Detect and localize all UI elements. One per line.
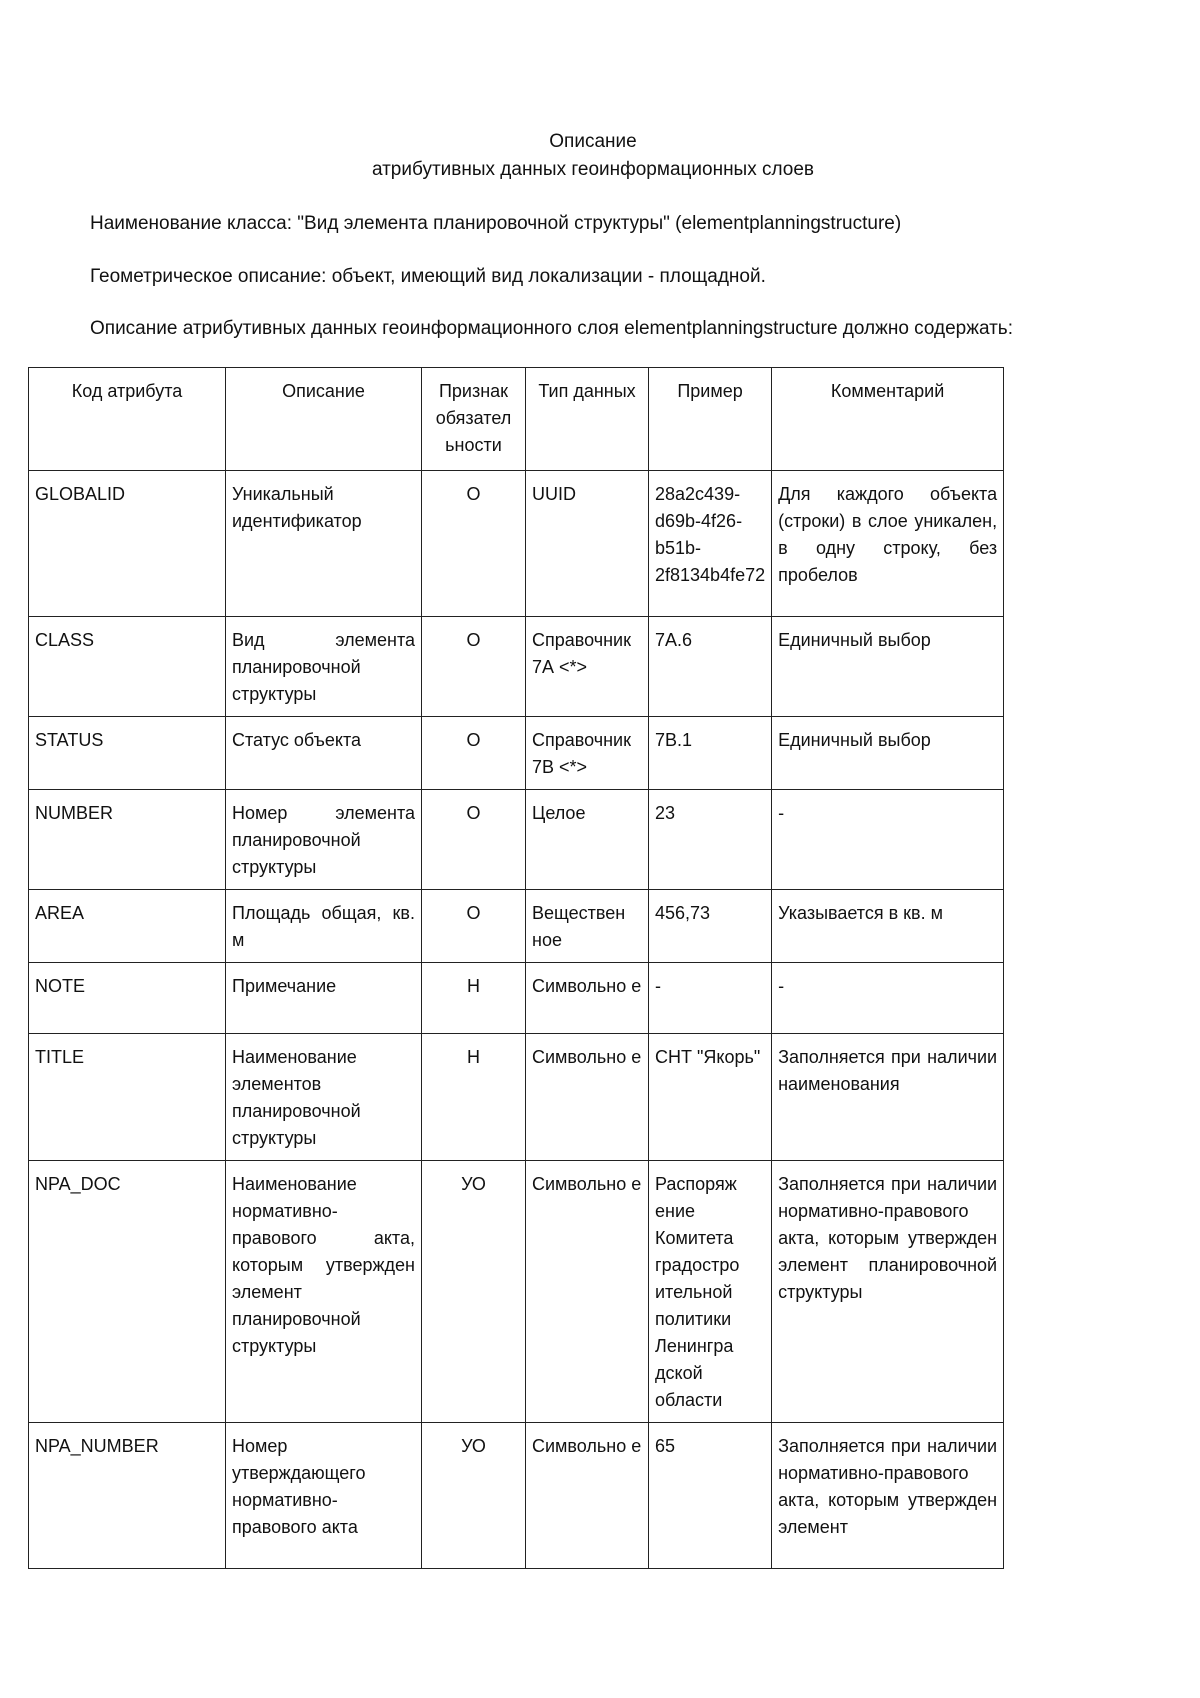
table-cell: Площадь общая, кв. м (226, 890, 422, 963)
table-row (29, 890, 1004, 963)
table-row (29, 471, 1004, 617)
table-cell: Символьно е (526, 1423, 649, 1569)
table-row (29, 1161, 1004, 1423)
table-cell: Статус объекта (226, 717, 422, 790)
table-row (29, 617, 1004, 717)
table-cell: NPA_DOC (29, 1161, 226, 1423)
table-cell: Веществен ное (526, 890, 649, 963)
table-cell: Заполняется при наличии нормативно-правового акта, которым утвержден элемент планировочной структуры (772, 1161, 1004, 1423)
table-cell: - (772, 963, 1004, 1034)
table-cell: Наименование нормативно-правового акта, которым утвержден элемент планировочной структуры (226, 1161, 422, 1423)
table-cell: Заполняется при наличии наименования (772, 1034, 1004, 1161)
table-cell: CLASS (29, 617, 226, 717)
geometry-paragraph: Геометрическое описание: объект, имеющий вид локализации - площадной. (90, 266, 766, 287)
table-row (29, 1423, 1004, 1569)
table-cell: Заполняется при наличии нормативно-правового акта, которым утвержден элемент (772, 1423, 1004, 1569)
table-cell: 23 (649, 790, 772, 890)
doc-subtitle: атрибутивных данных геоинформационных слоев (371, 159, 815, 180)
table-cell: Наименование элементов планировочной структуры (226, 1034, 422, 1161)
table-cell: Справочник 7В <*> (526, 717, 649, 790)
table-cell: UUID (526, 471, 649, 617)
table-cell: 28a2c439-d69b-4f26-b51b-2f8134b4fe72 (649, 471, 772, 617)
table-cell: УО (422, 1161, 526, 1423)
table-cell: Н (422, 1034, 526, 1161)
table-cell: Примечание (226, 963, 422, 1034)
table-cell: О (422, 890, 526, 963)
table-cell: Символьно е (526, 1034, 649, 1161)
column-header: Тип данных (526, 368, 649, 471)
table-cell: О (422, 717, 526, 790)
column-header: Комментарий (772, 368, 1004, 471)
table-cell: СНТ "Якорь" (649, 1034, 772, 1161)
table-cell: Распоряж ение Комитета градостро ительной политики Ленингра дской области (649, 1161, 772, 1423)
table-cell: Номер утверждающего нормативно-правового акта (226, 1423, 422, 1569)
table-cell: Для каждого объекта (строки) в слое уникален, в одну строку, без пробелов (772, 471, 1004, 617)
table-cell: STATUS (29, 717, 226, 790)
table-cell: 7В.1 (649, 717, 772, 790)
table-cell: 456,73 (649, 890, 772, 963)
column-header: Описание (226, 368, 422, 471)
table-row (29, 790, 1004, 890)
column-header: Признак обязател ьности (422, 368, 526, 471)
class-name-paragraph: Наименование класса: "Вид элемента планировочной структуры" (elementplanningstructure) (90, 213, 902, 234)
table-cell: AREA (29, 890, 226, 963)
table-cell: Единичный выбор (772, 617, 1004, 717)
table-cell: Н (422, 963, 526, 1034)
table-cell: О (422, 617, 526, 717)
table-cell: 7А.6 (649, 617, 772, 717)
table-cell: Единичный выбор (772, 717, 1004, 790)
table-cell: Номер элемента планировочной структуры (226, 790, 422, 890)
table-cell: - (649, 963, 772, 1034)
table-cell: О (422, 471, 526, 617)
table-cell: Уникальный идентификатор (226, 471, 422, 617)
table-cell: Символьно е (526, 963, 649, 1034)
table-header-row (29, 368, 1004, 471)
table-row (29, 717, 1004, 790)
table-cell: О (422, 790, 526, 890)
table-cell: TITLE (29, 1034, 226, 1161)
table-cell: УО (422, 1423, 526, 1569)
table-cell: GLOBALID (29, 471, 226, 617)
column-header: Код атрибута (29, 368, 226, 471)
table-cell: Вид элемента планировочной структуры (226, 617, 422, 717)
attributes-table (28, 367, 1004, 1569)
table-cell: - (772, 790, 1004, 890)
table-cell: Символьно е (526, 1161, 649, 1423)
table-cell: Указывается в кв. м (772, 890, 1004, 963)
table-cell: Справочник 7А <*> (526, 617, 649, 717)
table-cell: Целое (526, 790, 649, 890)
table-cell: NUMBER (29, 790, 226, 890)
table-row (29, 1034, 1004, 1161)
attributes-intro-paragraph: Описание атрибутивных данных геоинформационного слоя elementplanningstructure должно содержать: (90, 318, 1013, 339)
table-cell: 65 (649, 1423, 772, 1569)
doc-title: Описание (549, 131, 637, 152)
column-header: Пример (649, 368, 772, 471)
table-cell: NOTE (29, 963, 226, 1034)
table-cell: NPA_NUMBER (29, 1423, 226, 1569)
table-row (29, 963, 1004, 1034)
